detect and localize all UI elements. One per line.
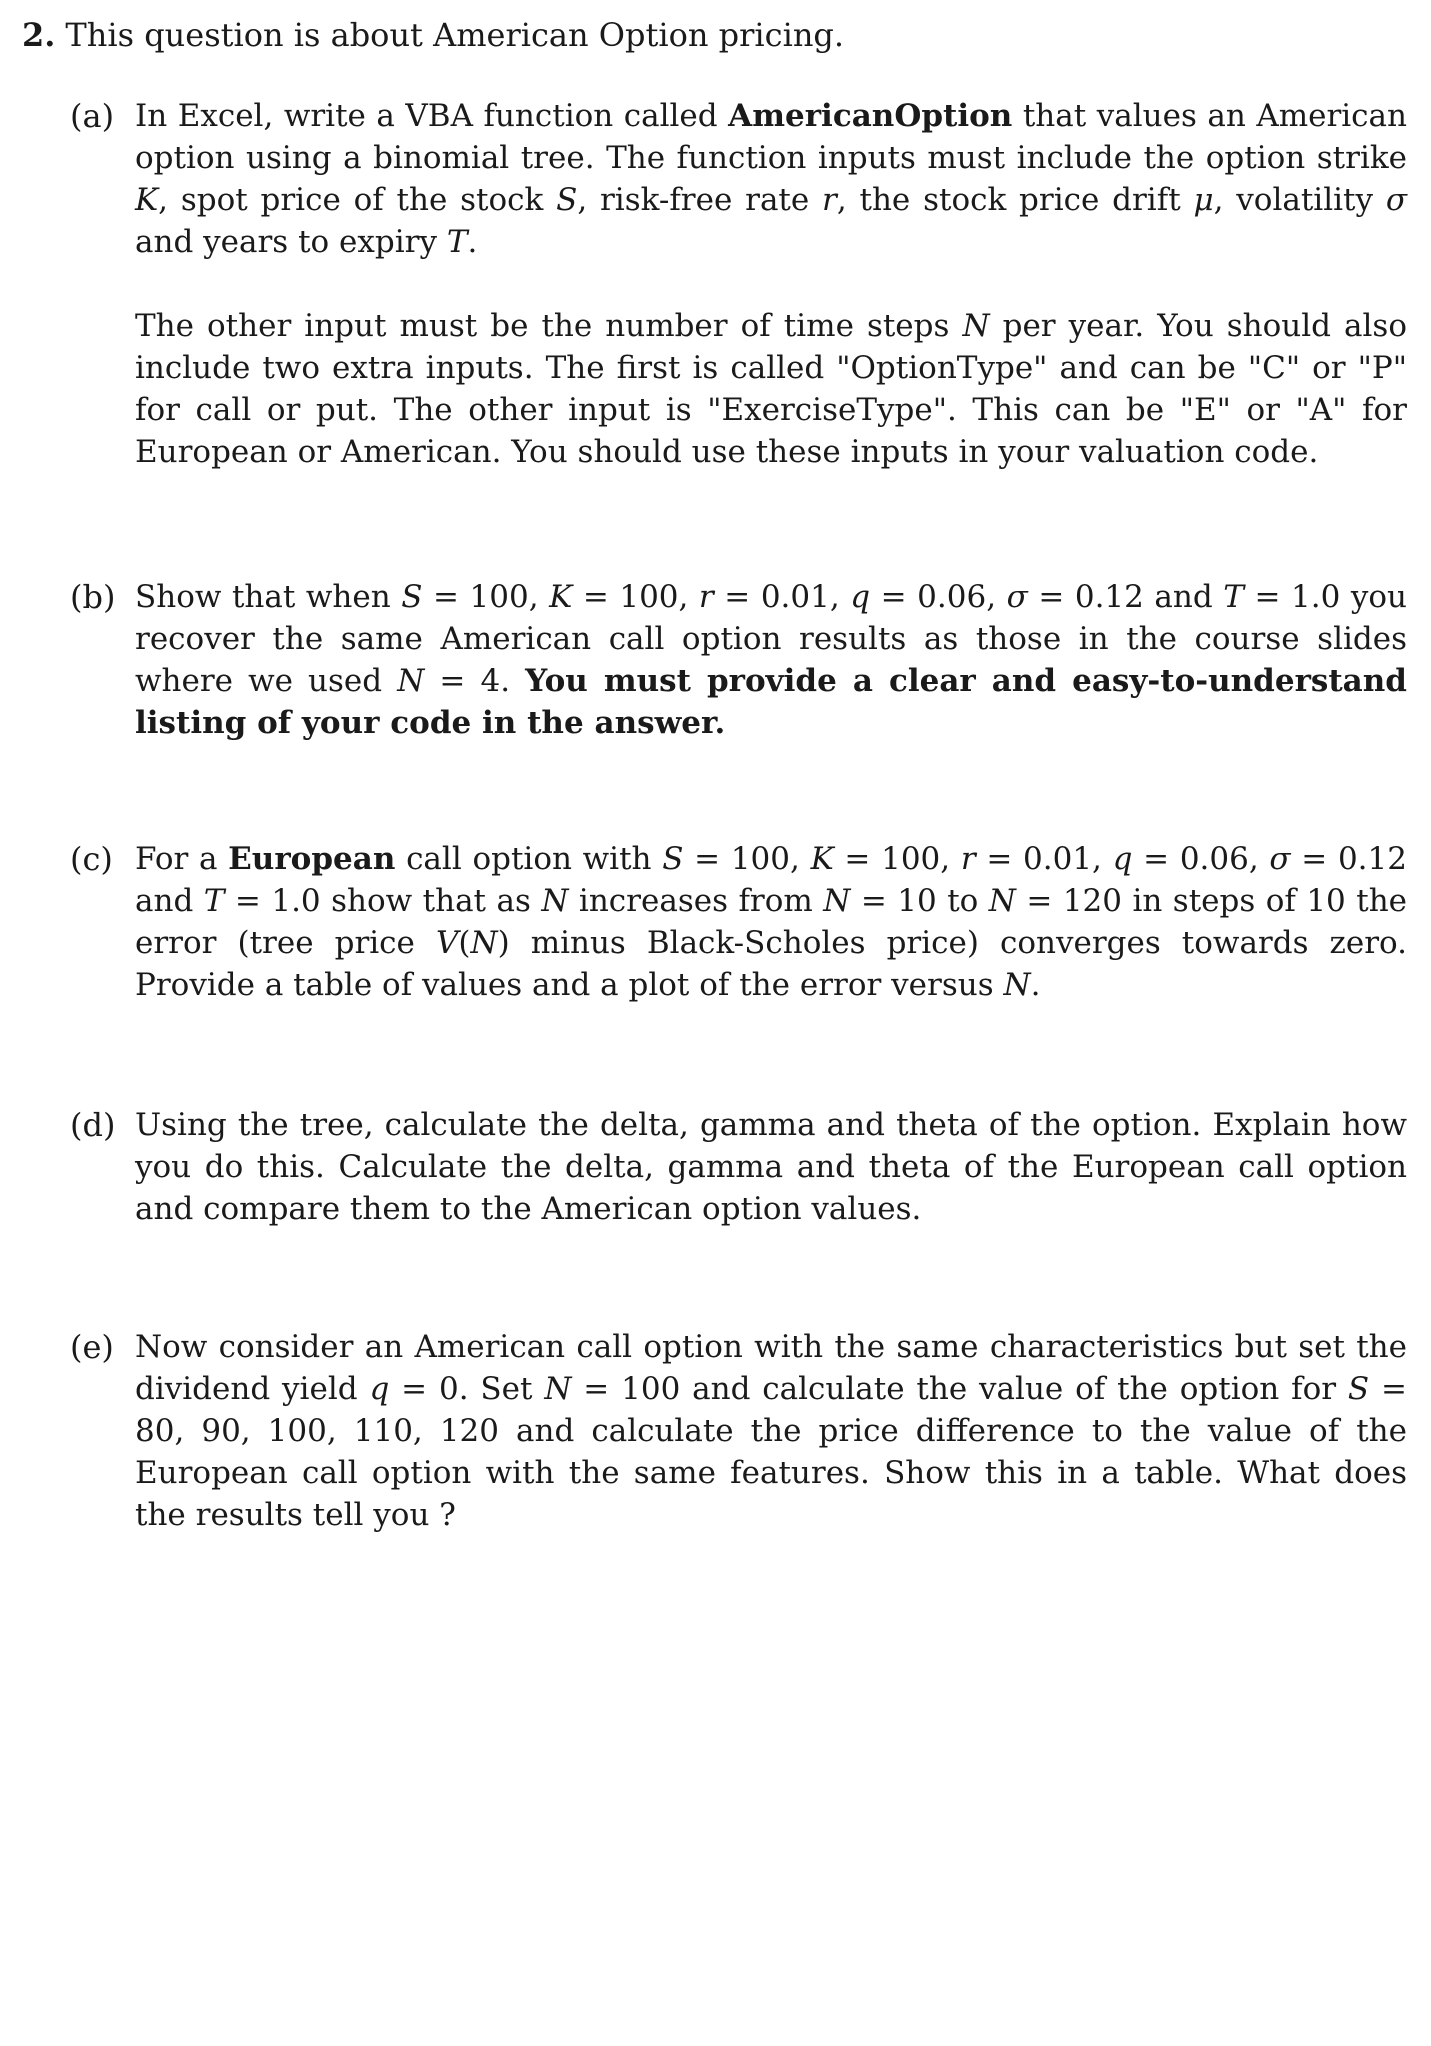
part-body — [135, 576, 1407, 744]
part-body — [135, 1326, 1407, 1536]
math-symbol: N — [962, 308, 990, 344]
bold-text: European — [228, 841, 396, 877]
math-symbol: N — [397, 663, 425, 699]
math-symbol: K — [549, 579, 573, 615]
math-symbol: N — [1003, 967, 1031, 1003]
bold-text: You must provide a clear and easy-to-understand listing of your code in the answer. — [135, 663, 1407, 741]
part-paragraph: Using the tree, calculate the delta, gamma and theta of the option. Explain how you do this. Calculate the delta, gamma and theta of the European call option and compare them to the American option values. — [135, 1107, 1407, 1227]
math-symbol: N — [470, 925, 498, 961]
math-symbol: q — [369, 1371, 390, 1407]
math-symbol: S — [401, 579, 423, 615]
math-symbol: K — [135, 182, 159, 218]
part-label: (b) — [70, 578, 116, 616]
math-symbol: N — [544, 1371, 572, 1407]
question-number: 2. — [22, 16, 56, 54]
math-symbol: r — [698, 579, 714, 615]
math-symbol: σ — [1006, 579, 1028, 615]
bold-text: AmericanOption — [728, 98, 1013, 134]
part-paragraph: Show that when S = 100, K = 100, r = 0.01, q = 0.06, σ = 0.12 and T = 1.0 you recover the same American call option results as those in the course slides where we used N = 4. You must provide a clear and easy-to-understand listing of your code in the answer. — [135, 579, 1408, 741]
math-symbol: q — [1112, 841, 1133, 877]
math-symbol: σ — [1269, 841, 1291, 877]
math-symbol: N — [823, 883, 851, 919]
part-paragraph: The other input must be the number of time steps N per year. You should also include two extra inputs. The first is called "OptionType" and can be "C" or "P" for call or put. The other input is "ExerciseType". This can be "E" or "A" for European or American. You should use these inputs in your valuation code. — [135, 308, 1407, 470]
question-title: This question is about American Option pricing. — [65, 16, 845, 54]
part-label: (a) — [70, 97, 115, 135]
math-symbol: q — [850, 579, 871, 615]
part-paragraph: For a European call option with S = 100, K = 100, r = 0.01, q = 0.06, σ = 0.12 and T = 1.0 show that as N increases from N = 10 to N = 120 in steps of 10 the error (tree price V(N) minus Black-Scholes price) converges towards zero. Provide a table of values and a plot of the error versus N. — [135, 841, 1408, 1003]
math-symbol: T — [446, 224, 468, 260]
part-body — [135, 95, 1407, 473]
math-symbol: r — [822, 182, 837, 218]
part-body — [135, 838, 1407, 1006]
part-paragraph: Now consider an American call option with the same characteristics but set the dividend yield q = 0. Set N = 100 and calculate the value of the option for S = 80, 90, 100, 110, 120 and calculate the price difference to the value of the European call option with the same features. Show this in a table. What does the results tell you ? — [135, 1329, 1407, 1533]
math-symbol: σ — [1385, 182, 1407, 218]
math-symbol: T — [203, 883, 225, 919]
part-label: (c) — [70, 840, 113, 878]
math-symbol: T — [1223, 579, 1244, 615]
math-symbol: S — [1347, 1371, 1370, 1407]
part-body — [135, 1104, 1407, 1230]
part-paragraph: In Excel, write a VBA function called AmericanOption that values an American option using a binomial tree. The function inputs must include the option strike K, spot price of the stock S, risk-free rate r, the stock price drift μ, volatility σ and years to expiry T. — [135, 98, 1407, 260]
math-symbol: V — [435, 925, 459, 961]
math-symbol: N — [988, 883, 1016, 919]
math-symbol: N — [541, 883, 569, 919]
part-label: (e) — [70, 1328, 114, 1366]
math-symbol: r — [960, 841, 976, 877]
math-symbol: μ — [1193, 182, 1214, 218]
math-symbol: S — [556, 182, 578, 218]
question-heading — [22, 14, 844, 56]
math-symbol: S — [662, 841, 684, 877]
math-symbol: K — [810, 841, 834, 877]
part-label: (d) — [70, 1106, 116, 1144]
